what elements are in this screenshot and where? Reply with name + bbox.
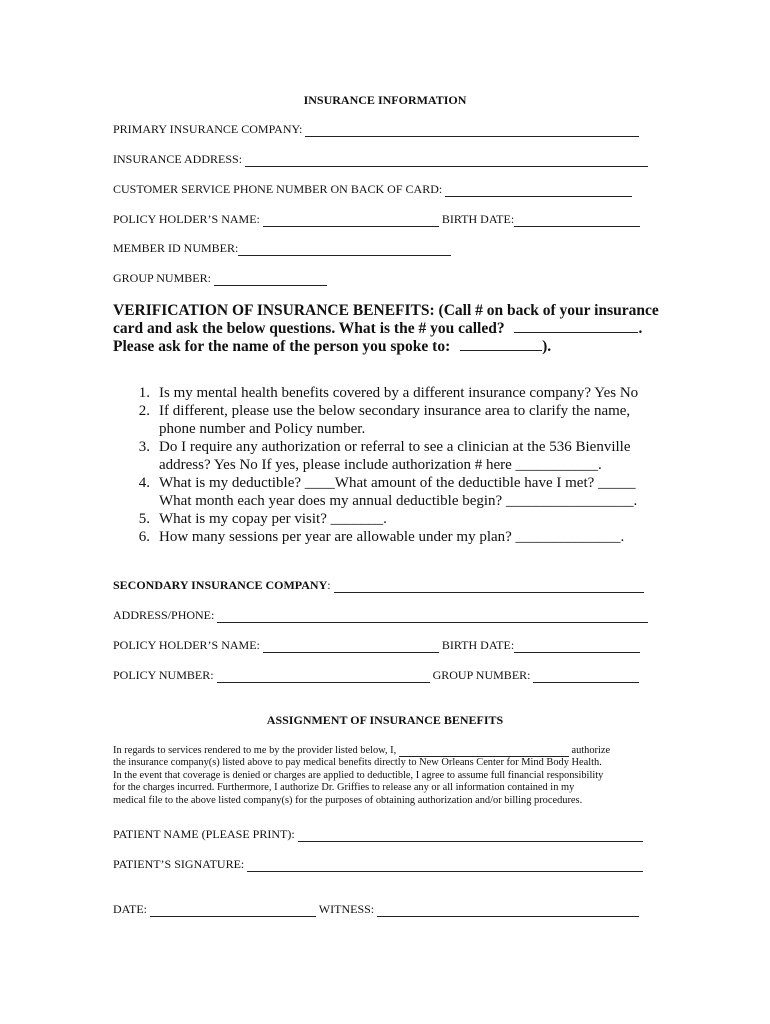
question-list [0, 384, 770, 554]
patient-signature-field[interactable] [247, 859, 643, 872]
secondary-birth-date-field[interactable] [514, 640, 640, 653]
verification-line-3 [113, 338, 659, 356]
secondary-birth-date-label: BIRTH DATE: [441, 638, 515, 652]
question-text: If different, please use the below secondary insurance area to clarify the name, [159, 403, 631, 419]
date-label: DATE: [113, 902, 147, 916]
question-number: 3. [138, 439, 150, 455]
insurance-address-row [113, 152, 648, 167]
assignment-paragraph [113, 745, 610, 807]
verification-line-2-end: . [638, 320, 643, 337]
secondary-policy-holder-field[interactable] [263, 640, 439, 653]
assignment-line: In the event that coverage is denied or charges are applied to deductible, I agree to assume full financial responsibility [113, 769, 604, 781]
question-text: What is my copay per visit? _______. [159, 511, 387, 527]
secondary-company-label: SECONDARY INSURANCE COMPANY [113, 578, 328, 592]
patient-signature-label: PATIENT’S SIGNATURE: [113, 857, 245, 871]
group-number-row [113, 271, 327, 286]
date-field[interactable] [150, 904, 316, 917]
policy-holder-label: POLICY HOLDER’S NAME: [113, 212, 260, 226]
question-number: 4. [138, 475, 150, 491]
policy-number-label: POLICY NUMBER: [113, 668, 214, 682]
policy-number-row [113, 668, 639, 683]
insurance-info-title: INSURANCE INFORMATION [303, 93, 467, 107]
policy-holder-row [113, 212, 640, 227]
member-id-row [113, 241, 451, 256]
address-phone-field[interactable] [217, 610, 648, 623]
witness-label: WITNESS: [318, 902, 375, 916]
patient-name-row [113, 827, 643, 842]
question-number: 2. [138, 403, 150, 419]
secondary-policy-holder-row [113, 638, 640, 653]
witness-field[interactable] [377, 904, 639, 917]
phone-label: CUSTOMER SERVICE PHONE NUMBER ON BACK OF CARD: [113, 182, 443, 196]
verification-line-3-end: ). [542, 338, 552, 355]
member-id-field[interactable] [238, 243, 451, 256]
policy-holder-field[interactable] [263, 214, 439, 227]
address-phone-label: ADDRESS/PHONE: [113, 608, 215, 622]
group-number-label: GROUP NUMBER: [113, 271, 211, 285]
assignment-line: the insurance company(s) listed above to pay medical benefits directly to New Orleans Center for Mind Body Health. [113, 757, 602, 769]
question-text-continued: phone number and Policy number. [159, 421, 366, 437]
question-text: What is my deductible? ____What amount of the deductible have I met? _____ [159, 475, 636, 491]
secondary-group-number-field[interactable] [533, 670, 639, 683]
secondary-company-field[interactable] [334, 580, 644, 593]
assignment-line-1-text: In regards to services rendered to me by the provider listed below, I, [113, 745, 397, 756]
birth-date-field[interactable] [514, 214, 640, 227]
address-phone-row [113, 608, 648, 623]
assignor-name-field[interactable] [399, 746, 569, 757]
question-number: 1. [138, 385, 150, 401]
secondary-company-row [113, 578, 644, 593]
secondary-group-number-label: GROUP NUMBER: [432, 668, 531, 682]
primary-company-field[interactable] [305, 124, 639, 137]
patient-name-field[interactable] [298, 829, 643, 842]
verification-line-3-text: Please ask for the name of the person you spoke to: [113, 338, 451, 355]
assignment-line: medical file to the above listed company(s) for the purposes of obtaining authorization and/or billing procedures. [113, 794, 583, 806]
assignment-line-1 [113, 745, 610, 757]
question-text: How many sessions per year are allowable under my plan? ______________. [159, 529, 625, 545]
question-text-continued: address? Yes No If yes, please include authorization # here ___________. [159, 457, 602, 473]
policy-number-field[interactable] [217, 670, 430, 683]
secondary-company-colon: : [327, 578, 331, 592]
question-text-continued: What month each year does my annual deductible begin? _________________. [159, 493, 638, 509]
patient-signature-row [113, 857, 643, 872]
insurance-address-label: INSURANCE ADDRESS: [113, 152, 243, 166]
number-called-blank[interactable] [514, 320, 638, 333]
verification-line-2 [113, 320, 659, 338]
date-witness-row [113, 902, 639, 917]
person-spoke-to-blank[interactable] [460, 338, 542, 351]
question-number: 6. [138, 529, 150, 545]
question-text: Do I require any authorization or referral to see a clinician at the 536 Bienville [159, 439, 631, 455]
assignment-line-1-end: authorize [571, 745, 611, 756]
secondary-policy-holder-label: POLICY HOLDER’S NAME: [113, 638, 260, 652]
phone-field[interactable] [445, 184, 632, 197]
question-text: Is my mental health benefits covered by a different insurance company? Yes No [159, 385, 639, 401]
group-number-field[interactable] [214, 273, 327, 286]
birth-date-label: BIRTH DATE: [441, 212, 515, 226]
patient-name-label: PATIENT NAME (PLEASE PRINT): [113, 827, 295, 841]
insurance-address-field[interactable] [245, 154, 648, 167]
assignment-line: for the charges incurred. Furthermore, I authorize Dr. Griffies to release any or all information contained in my [113, 782, 575, 794]
verification-heading [113, 302, 659, 356]
verification-line-1: VERIFICATION OF INSURANCE BENEFITS: (Call # on back of your insurance [113, 302, 659, 319]
question-number: 5. [138, 511, 150, 527]
primary-company-row [113, 122, 639, 137]
assignment-title: ASSIGNMENT OF INSURANCE BENEFITS [266, 713, 504, 727]
primary-company-label: PRIMARY INSURANCE COMPANY: [113, 122, 303, 136]
phone-row [113, 182, 632, 197]
verification-line-2-text: card and ask the below questions. What is the # you called? [113, 320, 505, 337]
member-id-label: MEMBER ID NUMBER: [113, 241, 239, 255]
